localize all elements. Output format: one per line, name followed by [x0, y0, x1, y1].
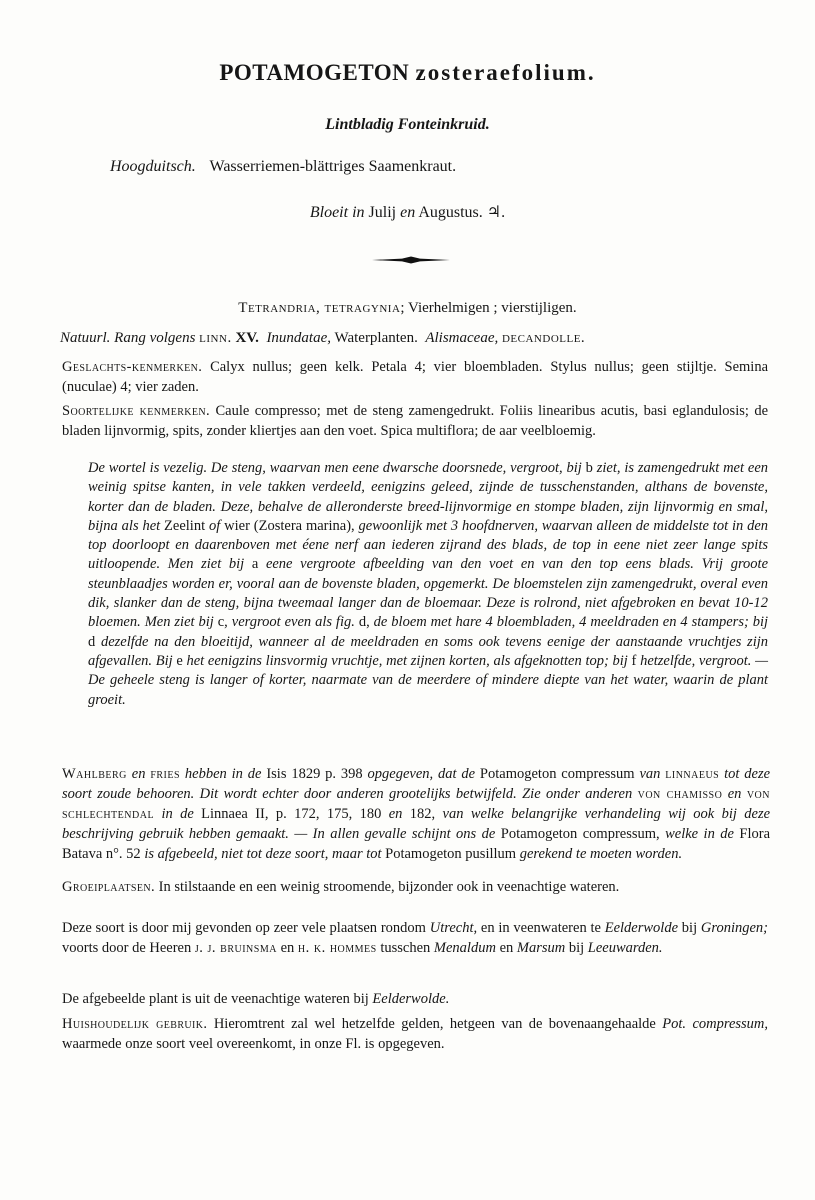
author-name: von schlechtendal [62, 786, 770, 822]
place-name: Marsum [516, 940, 566, 956]
place-name: Utrecht, [429, 920, 478, 936]
species-characters-heading: Soortelijke kenmerken. [62, 403, 211, 419]
species-name: Potamogeton compressum [479, 766, 635, 782]
species-name: Potamogeton pusillum [385, 846, 517, 862]
bloom-en: en [400, 204, 416, 221]
author-name: von chamisso [637, 786, 723, 802]
locality-text: voorts door de Heeren [62, 940, 192, 956]
figure-letter: d [88, 633, 96, 650]
locality-text: bij [568, 940, 585, 956]
reference: Flora Batava n°. 52 [62, 826, 771, 862]
figure-letter: a [251, 556, 259, 573]
species-characters [62, 402, 768, 441]
wahl-text: gerekend te moeten worden. [519, 846, 683, 862]
habitat-heading: Groeiplaatsen. [62, 879, 156, 895]
household-use-heading: Huishoudelijk gebruik. [62, 1016, 208, 1032]
household-text: waarmede onze soort veel overeenkomt, in onze Fl. is opgegeven. [62, 1036, 445, 1052]
household-use-paragraph [62, 1014, 768, 1054]
perennial-symbol: ♃. [486, 204, 506, 221]
wahl-text: van welke belangrijke verhandeling wij ook bij deze beschrijving gebruik hebben gemaakt. — In allen gevalle schijnt ons de [62, 806, 771, 842]
reference: Isis 1829 p. 398 [266, 766, 363, 782]
desc-text: of [209, 517, 221, 534]
household-text: Hieromtrent zal wel hetzelfde gelden, hetgeen van de bovenaangehaalde [213, 1016, 656, 1032]
description-paragraph [88, 459, 768, 710]
bloom-period [0, 202, 815, 222]
desc-text: dezelfde na den bloeitijd, wanneer al de meeldraden en soms ook tevens eenige der aanstaande vruchtjes zijn afgevallen. Bij [88, 633, 769, 669]
place-name: Groningen; [700, 920, 769, 936]
locality-text: bij [681, 920, 698, 936]
species-name: Potamogeton compressum, [500, 826, 660, 842]
wahl-text: en [727, 786, 742, 802]
common-name: wier (Zostera marina), [224, 517, 355, 534]
reference: 182, [409, 806, 436, 822]
desc-text: de bloem met hare 4 bloembladen, 4 meeldraden en 4 stampers; bij [373, 614, 769, 631]
figure-letter: f [631, 652, 637, 669]
wahl-text: van [639, 766, 661, 782]
locality-paragraph [62, 918, 768, 958]
wahlberg-paragraph [62, 764, 770, 864]
figure-letter: e [176, 652, 183, 669]
german-name: Wasserriemen-blättriges Saamenkraut. [209, 158, 457, 175]
locality-text: en [499, 940, 514, 956]
species-characters-text: Caule compresso; met de steng zamengedrukt. Foliis linearibus acutis, basi eglandulosis; de bladen lijnvormig, spits, zonder kliertjes aan den voet. Spica multiflora; de aar veelbloemig. [62, 403, 769, 439]
locality-text: tusschen [380, 940, 431, 956]
desc-text: ziet, is zamengedrukt met een weinig spitse kanten, in vele takken verdeeld, eenigzins geleed, zijnde de tusschenstanden, althans de bovenste, korter dan de bladen. Deze, behalve de alleronderste breed-lijnvormige en stompe bladen, zijn lijnvormig en smal, bijna als het [88, 460, 768, 534]
author-name: Wahlberg [62, 766, 127, 782]
locality-text: en in veenwateren te [480, 920, 601, 936]
locality-text: Deze soort is door mij gevonden op zeer vele plaatsen rondom [62, 920, 426, 936]
place-name: Leeuwarden. [587, 940, 663, 956]
rank-inundatae: Inundatae, [266, 330, 332, 346]
habitat-text: In stilstaande en een weinig stroomende, bijzonder ook in veenachtige wateren. [158, 879, 620, 895]
bloom-month-2: Augustus. [418, 204, 483, 221]
linnaean-class: Tetrandria, tetragynia [238, 300, 401, 316]
bloom-month-1: Julij [368, 204, 397, 221]
genus-characters-text: Calyx nullus; geen kelk. Petala 4; vier bloembladen. Stylus nullus; geen stijltje. Semina (nuculae) 4; vier zaden. [62, 359, 769, 395]
bloom-word: Bloeit [309, 204, 349, 221]
place-name: Eelderwolde. [372, 991, 450, 1007]
desc-text: eene vergroote afbeelding van den voet en van den top eens blads. Vrij groote steunblaadjes worden er, vooral aan de bovenste bladen, opgemerkt. De bloemstelen zijn zamengedrukt, overal even dik, slanker dan de steng, bijna tweemaal langer dan de bloemaar. Deze is rolrond, niet afgebroken en bevat 10-12 bloemen. Men ziet bij [88, 556, 769, 631]
place-name: Menaldum [433, 940, 496, 956]
species-name: Pot. compressum, [662, 1016, 769, 1032]
bloom-in: in [352, 204, 365, 221]
person-name: j. j. bruinsma [194, 940, 277, 956]
rank-decandolle: decandolle. [501, 330, 586, 346]
title-genus: POTAMOGETON [219, 60, 410, 85]
wahl-text: welke in de [665, 826, 734, 842]
desc-text: gewoonlijk met 3 hoofdnerven, waarvan alleen de middelste tot in den top doorloopt en daarenboven met éene nerf aan iederen zijrand des blads, de top in eene niet zeer lange spits uitloopende. Men ziet bij [88, 517, 769, 573]
wahl-text: hebben in de [184, 766, 262, 782]
divider-ornament-icon [372, 256, 450, 264]
linnaean-class-dutch: ; Vierhelmigen ; vierstijligen. [400, 300, 577, 316]
wahl-text: in de [161, 806, 194, 822]
reference: Linnaea II, p. 172, 175, 180 [201, 806, 382, 822]
german-name-line [110, 158, 456, 176]
figure-letter: d, [358, 614, 370, 631]
desc-text: hetzelfde, vergroot. — De geheele steng is langer of korter, naarmate van de meerdere of mindere diepte van het water, waarin de plant groeit. [88, 652, 769, 708]
title-species: zosteraefolium. [415, 60, 596, 85]
desc-text: het eenigzins linsvormig vruchtje, met zijnen korten, als afgeknotten top; bij [186, 652, 628, 669]
author-name: fries [150, 766, 181, 782]
rank-linnaeus: linn. [199, 330, 232, 346]
wahl-text: tot deze soort zoude behooren. Dit wordt echter door anderen grootelijks betwijfeld. Zie onder anderen [62, 766, 771, 802]
illustrated-plant-paragraph [62, 990, 768, 1010]
rank-alismaceae: Alismaceae, [425, 330, 499, 346]
german-label: Hoogduitsch. [110, 158, 196, 175]
illustrated-text: De afgebeelde plant is uit de veenachtige wateren bij [62, 991, 369, 1007]
locality-text: en [280, 940, 295, 956]
page-title [0, 60, 815, 86]
rank-waterplanten: Waterplanten. [334, 330, 418, 346]
genus-characters [62, 358, 768, 397]
genus-characters-heading: Geslachts-kenmerken. [62, 359, 203, 375]
rank-label: Natuurl. Rang volgens [60, 330, 196, 346]
wahl-text: opgegeven, dat de [367, 766, 476, 782]
dutch-name: Lintbladig Fonteinkruid. [325, 116, 490, 133]
figure-letter: c, [217, 614, 228, 631]
figure-letter: b [585, 460, 593, 476]
habitat-paragraph [62, 878, 768, 898]
desc-text: De wortel is vezelig. De steng, waarvan men eene dwarsche doorsnede, vergroot, bij [88, 460, 582, 476]
author-name: linnaeus [665, 766, 720, 782]
wahl-text: en [131, 766, 146, 782]
person-name: h. k. hommes [297, 940, 377, 956]
wahl-text: is afgebeeld, niet tot deze soort, maar tot [144, 846, 382, 862]
common-name: Zeelint [164, 517, 206, 534]
natural-rank-line [60, 330, 760, 347]
rank-number: XV. [235, 330, 259, 346]
desc-text: vergroot even als fig. [231, 614, 355, 631]
place-name: Eelderwolde [604, 920, 679, 936]
classification-line [0, 300, 815, 317]
wahl-text: en [388, 806, 403, 822]
